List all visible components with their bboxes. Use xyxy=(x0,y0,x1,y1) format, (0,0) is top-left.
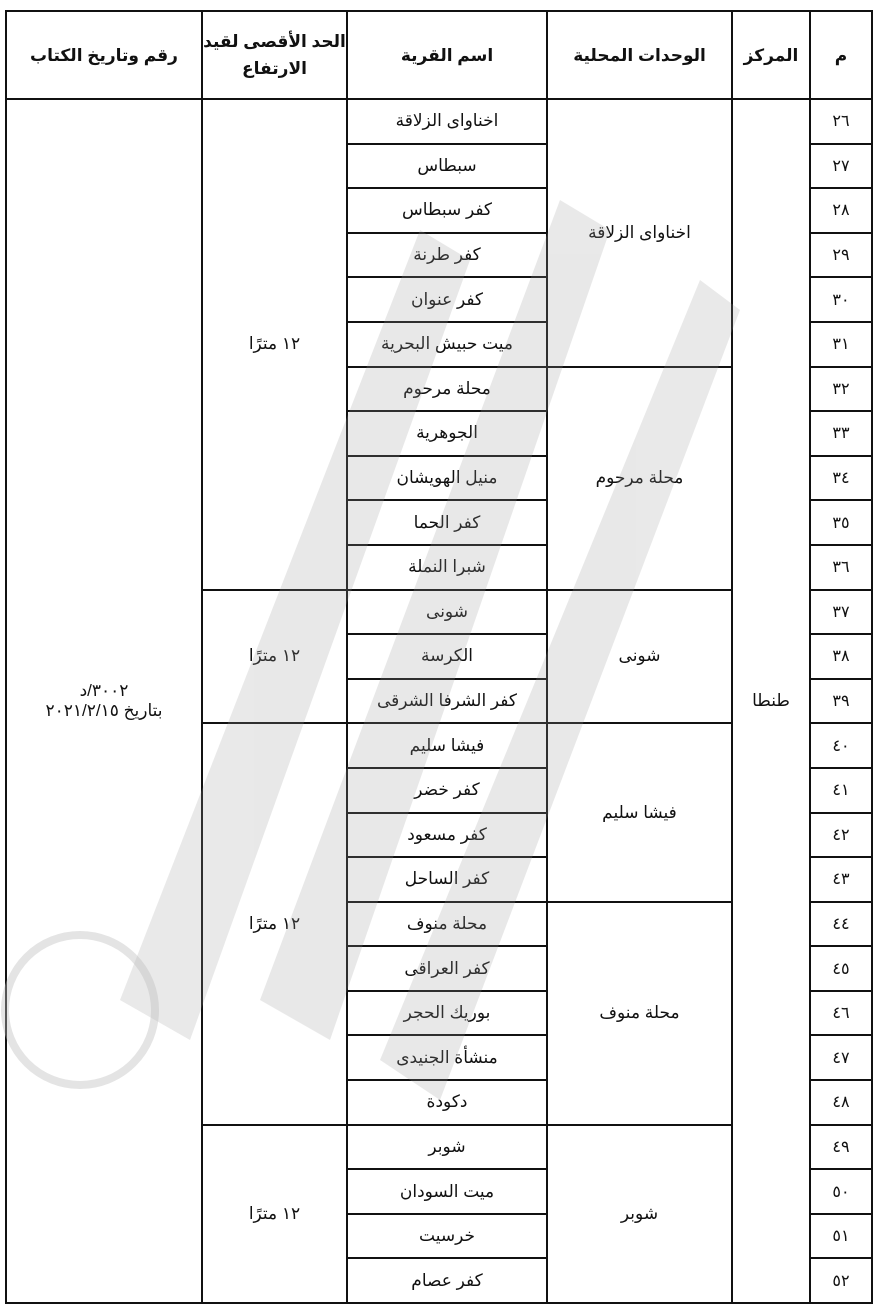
serial-cell: ٣٠ xyxy=(810,277,872,322)
book-cell xyxy=(6,99,202,1303)
village-cell: الكرسة xyxy=(347,634,547,679)
village-cell: ميت السودان xyxy=(347,1169,547,1214)
header-book: رقم وتاريخ الكتاب xyxy=(6,11,202,99)
max-height-cell: ١٢ مترًا xyxy=(202,1125,347,1303)
serial-cell: ٤٧ xyxy=(810,1035,872,1080)
max-height-cell: ١٢ مترًا xyxy=(202,723,347,1124)
serial-cell: ٤٨ xyxy=(810,1080,872,1125)
village-cell: اخناواى الزلاقة xyxy=(347,99,547,144)
local-unit-cell: فيشا سليم xyxy=(547,723,732,901)
village-cell: محلة مرحوم xyxy=(347,367,547,412)
serial-cell: ٥١ xyxy=(810,1214,872,1259)
village-cell: كفر الساحل xyxy=(347,857,547,902)
header-village: اسم القرية xyxy=(347,11,547,99)
local-unit-cell: محلة مرحوم xyxy=(547,367,732,590)
serial-cell: ٣٩ xyxy=(810,679,872,724)
max-height-cell: ١٢ مترًا xyxy=(202,99,347,590)
village-cell: كفر العراقى xyxy=(347,946,547,991)
center-cell: طنطا xyxy=(732,99,810,1303)
serial-cell: ٤٣ xyxy=(810,857,872,902)
village-cell: كفر الحما xyxy=(347,500,547,545)
serial-cell: ٤٢ xyxy=(810,813,872,858)
village-cell: خرسيت xyxy=(347,1214,547,1259)
village-cell: شونى xyxy=(347,590,547,635)
max-height-cell: ١٢ مترًا xyxy=(202,590,347,724)
village-cell: الجوهرية xyxy=(347,411,547,456)
serial-cell: ٤١ xyxy=(810,768,872,813)
serial-cell: ٣١ xyxy=(810,322,872,367)
serial-cell: ٤٦ xyxy=(810,991,872,1036)
village-cell: كفر خضر xyxy=(347,768,547,813)
serial-cell: ٤٠ xyxy=(810,723,872,768)
village-cell: شوبر xyxy=(347,1125,547,1170)
local-unit-cell: شوبر xyxy=(547,1125,732,1303)
village-cell: محلة منوف xyxy=(347,902,547,947)
book-number: ٣٠٠٢/د xyxy=(79,681,129,701)
header-serial: م xyxy=(810,11,872,99)
serial-cell: ٥٠ xyxy=(810,1169,872,1214)
village-cell: كفر مسعود xyxy=(347,813,547,858)
village-cell: كفر عنوان xyxy=(347,277,547,322)
village-cell: بوريك الحجر xyxy=(347,991,547,1036)
local-unit-cell: محلة منوف xyxy=(547,902,732,1125)
serial-cell: ٣٥ xyxy=(810,500,872,545)
serial-cell: ٤٩ xyxy=(810,1125,872,1170)
village-cell: منشأة الجنيدى xyxy=(347,1035,547,1080)
village-cell: دكودة xyxy=(347,1080,547,1125)
serial-cell: ٢٧ xyxy=(810,144,872,189)
village-cell: كفر الشرفا الشرقى xyxy=(347,679,547,724)
village-cell: ميت حبيش البحرية xyxy=(347,322,547,367)
serial-cell: ٣٨ xyxy=(810,634,872,679)
serial-cell: ٣٤ xyxy=(810,456,872,501)
serial-cell: ٣٢ xyxy=(810,367,872,412)
village-cell: منيل الهويشان xyxy=(347,456,547,501)
village-cell: كفر طرنة xyxy=(347,233,547,278)
header-center: المركز xyxy=(732,11,810,99)
village-cell: كفر سبطاس xyxy=(347,188,547,233)
villages-table xyxy=(5,10,873,1304)
serial-cell: ٥٢ xyxy=(810,1258,872,1303)
serial-cell: ٣٣ xyxy=(810,411,872,456)
table-row xyxy=(6,99,872,144)
village-cell: فيشا سليم xyxy=(347,723,547,768)
village-cell: شبرا النملة xyxy=(347,545,547,590)
serial-cell: ٣٧ xyxy=(810,590,872,635)
local-unit-cell: اخناواى الزلاقة xyxy=(547,99,732,367)
serial-cell: ٢٦ xyxy=(810,99,872,144)
serial-cell: ٢٩ xyxy=(810,233,872,278)
serial-cell: ٤٥ xyxy=(810,946,872,991)
header-max-height: الحد الأقصى لقيد الارتفاع xyxy=(202,11,347,99)
village-cell: كفر عصام xyxy=(347,1258,547,1303)
village-cell: سبطاس xyxy=(347,144,547,189)
header-row xyxy=(6,11,872,99)
book-date: بتاريخ ٢٠٢١/٢/١٥ xyxy=(45,701,163,721)
serial-cell: ٣٦ xyxy=(810,545,872,590)
local-unit-cell: شونى xyxy=(547,590,732,724)
serial-cell: ٤٤ xyxy=(810,902,872,947)
serial-cell: ٢٨ xyxy=(810,188,872,233)
header-local-units: الوحدات المحلية xyxy=(547,11,732,99)
